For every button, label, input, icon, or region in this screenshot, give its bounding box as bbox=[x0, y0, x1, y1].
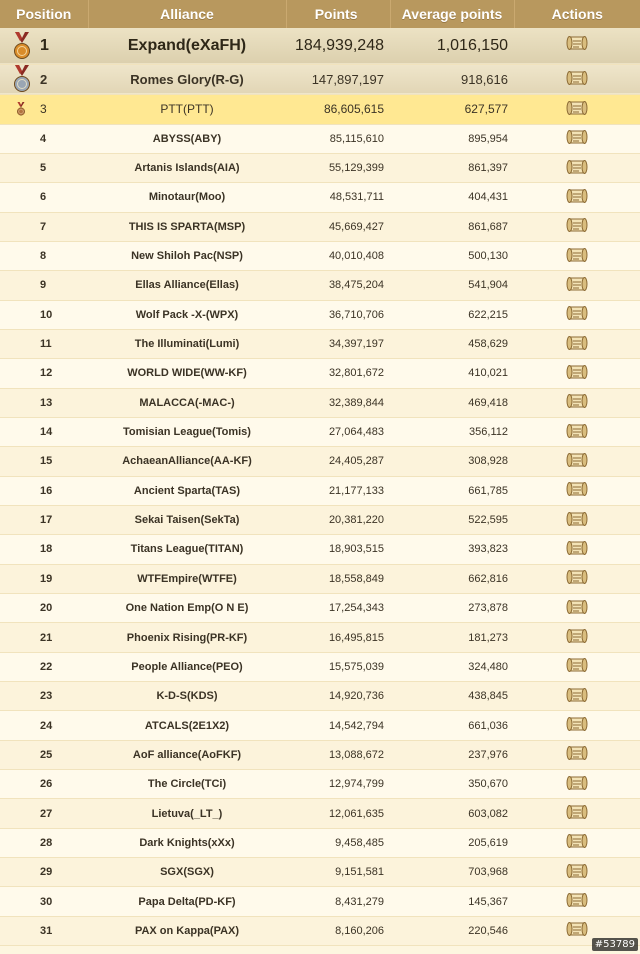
table-row bbox=[0, 212, 640, 241]
position-number: 1 bbox=[40, 36, 49, 54]
row-actions bbox=[514, 124, 640, 153]
row-alliance[interactable]: WTFEmpire(WTFE) bbox=[137, 572, 237, 585]
row-points: 45,669,427 bbox=[328, 220, 384, 233]
row-actions bbox=[514, 505, 640, 534]
position-number: 30 bbox=[40, 895, 53, 908]
row-average-points: 918,616 bbox=[461, 71, 508, 87]
row-average-points: 356,112 bbox=[469, 426, 508, 439]
row-points: 15,575,039 bbox=[328, 660, 384, 673]
row-alliance[interactable]: Tomisian League(Tomis) bbox=[123, 426, 251, 439]
header-average-points[interactable]: Average points bbox=[390, 0, 514, 28]
scroll-message-icon[interactable] bbox=[566, 216, 588, 237]
row-position bbox=[0, 300, 88, 329]
row-actions bbox=[514, 64, 640, 94]
row-position bbox=[0, 359, 88, 388]
row-alliance[interactable]: The Circle(TCi) bbox=[147, 778, 227, 791]
position-number: 4 bbox=[40, 132, 47, 145]
position-number: 22 bbox=[40, 660, 53, 673]
row-average-points: 500,130 bbox=[468, 250, 508, 263]
row-position bbox=[0, 770, 88, 799]
row-position bbox=[0, 28, 88, 64]
row-average-points: 404,431 bbox=[468, 191, 508, 204]
row-alliance[interactable]: Titans League(TITAN) bbox=[130, 543, 244, 556]
table-row bbox=[0, 887, 640, 916]
row-position bbox=[0, 94, 88, 124]
scroll-message-icon[interactable] bbox=[566, 304, 588, 325]
scroll-message-icon[interactable] bbox=[566, 891, 588, 912]
row-position bbox=[0, 740, 88, 769]
row-average-points: 438,845 bbox=[468, 690, 508, 703]
table-header bbox=[0, 0, 640, 28]
position-number: 25 bbox=[40, 748, 53, 761]
table-row bbox=[0, 447, 640, 476]
row-position bbox=[0, 153, 88, 182]
scroll-message-icon[interactable] bbox=[566, 656, 588, 677]
row-actions bbox=[514, 388, 640, 417]
row-alliance[interactable]: Wolf Pack -X-(WPX) bbox=[135, 308, 239, 321]
row-actions bbox=[514, 153, 640, 182]
header-position[interactable]: Position bbox=[0, 0, 88, 28]
position-number: 19 bbox=[40, 572, 53, 585]
row-average-points: 273,878 bbox=[468, 602, 508, 615]
row-alliance[interactable]: Sekai Taisen(SekTa) bbox=[134, 514, 240, 527]
position-number: 29 bbox=[40, 866, 53, 879]
row-alliance[interactable]: Dark Knights(xXx) bbox=[139, 836, 235, 849]
row-actions bbox=[514, 476, 640, 505]
scroll-message-icon[interactable] bbox=[566, 832, 588, 853]
table-row bbox=[0, 535, 640, 564]
table-row bbox=[0, 417, 640, 446]
row-alliance[interactable]: ABYSS(ABY) bbox=[152, 132, 222, 145]
row-position bbox=[0, 623, 88, 652]
row-actions bbox=[514, 564, 640, 593]
row-points: 9,151,581 bbox=[335, 866, 384, 879]
row-position bbox=[0, 828, 88, 857]
row-average-points: 145,367 bbox=[468, 895, 508, 908]
row-position bbox=[0, 271, 88, 300]
position-number: 31 bbox=[40, 924, 53, 937]
row-position bbox=[0, 476, 88, 505]
row-average-points: 861,687 bbox=[468, 220, 508, 233]
table-row bbox=[0, 183, 640, 212]
row-points: 18,558,849 bbox=[328, 572, 384, 585]
scroll-message-icon[interactable] bbox=[566, 598, 588, 619]
row-alliance[interactable]: PTT(PTT) bbox=[160, 102, 214, 116]
position-number: 15 bbox=[40, 455, 53, 468]
row-actions bbox=[514, 212, 640, 241]
row-position bbox=[0, 183, 88, 212]
row-actions bbox=[514, 359, 640, 388]
row-points: 147,897,197 bbox=[311, 71, 384, 87]
row-points: 32,801,672 bbox=[328, 367, 384, 380]
row-average-points: 541,904 bbox=[468, 279, 508, 292]
table-row bbox=[0, 241, 640, 270]
table-row bbox=[0, 505, 640, 534]
scroll-message-icon[interactable] bbox=[566, 539, 588, 560]
position-number: 8 bbox=[40, 250, 47, 263]
position-number: 21 bbox=[40, 631, 53, 644]
scroll-message-icon[interactable] bbox=[566, 34, 588, 57]
row-average-points: 410,021 bbox=[468, 367, 508, 380]
position-number: 10 bbox=[40, 308, 53, 321]
scroll-message-icon[interactable] bbox=[566, 715, 588, 736]
row-actions bbox=[514, 858, 640, 887]
position-number: 23 bbox=[40, 690, 53, 703]
row-actions bbox=[514, 535, 640, 564]
row-position bbox=[0, 64, 88, 94]
scroll-message-icon[interactable] bbox=[566, 480, 588, 501]
row-alliance[interactable]: AoF alliance(AoFKF) bbox=[132, 748, 242, 761]
row-position bbox=[0, 447, 88, 476]
row-position bbox=[0, 388, 88, 417]
row-average-points: 603,082 bbox=[468, 807, 508, 820]
position-number: 6 bbox=[40, 191, 47, 204]
row-alliance[interactable]: MALACCA(-MAC-) bbox=[139, 396, 235, 409]
row-points: 34,397,197 bbox=[328, 338, 384, 351]
scroll-message-icon[interactable] bbox=[566, 392, 588, 413]
row-alliance[interactable]: One Nation Emp(O N E) bbox=[125, 602, 249, 615]
image-watermark: #53789 bbox=[592, 938, 638, 951]
scroll-message-icon[interactable] bbox=[566, 422, 588, 443]
row-points: 8,160,206 bbox=[335, 924, 384, 937]
row-average-points: 458,629 bbox=[468, 338, 508, 351]
table-row bbox=[0, 564, 640, 593]
row-actions bbox=[514, 447, 640, 476]
position-number: 3 bbox=[40, 102, 47, 116]
row-points: 38,475,204 bbox=[328, 279, 384, 292]
scroll-message-icon[interactable] bbox=[566, 803, 588, 824]
row-position bbox=[0, 652, 88, 681]
row-average-points: 662,816 bbox=[468, 572, 508, 585]
table-row bbox=[0, 799, 640, 828]
position-number: 17 bbox=[40, 514, 53, 527]
row-average-points: 661,036 bbox=[468, 719, 508, 732]
table-row bbox=[0, 28, 640, 64]
scroll-message-icon[interactable] bbox=[566, 451, 588, 472]
position-number: 11 bbox=[40, 338, 52, 351]
row-position bbox=[0, 858, 88, 887]
row-actions bbox=[514, 623, 640, 652]
row-position bbox=[0, 564, 88, 593]
header-alliance[interactable]: Alliance bbox=[88, 0, 286, 28]
row-points: 17,254,343 bbox=[328, 602, 384, 615]
row-actions bbox=[514, 594, 640, 623]
scroll-message-icon[interactable] bbox=[566, 774, 588, 795]
row-position bbox=[0, 887, 88, 916]
row-average-points: 350,670 bbox=[468, 778, 508, 791]
row-points: 21,177,133 bbox=[328, 484, 384, 497]
position-number: 5 bbox=[40, 162, 47, 175]
header-row bbox=[0, 0, 640, 28]
position-number: 16 bbox=[40, 484, 53, 497]
row-position bbox=[0, 241, 88, 270]
row-average-points: 622,215 bbox=[468, 308, 508, 321]
scroll-message-icon[interactable] bbox=[566, 187, 588, 208]
table-row bbox=[0, 476, 640, 505]
row-average-points: 181,273 bbox=[468, 631, 508, 644]
row-average-points: 661,785 bbox=[468, 484, 508, 497]
row-alliance[interactable]: Expand(eXaFH) bbox=[127, 36, 247, 54]
row-alliance[interactable]: The Illuminati(Lumi) bbox=[134, 338, 240, 351]
row-actions bbox=[514, 887, 640, 916]
row-average-points: 861,397 bbox=[468, 162, 508, 175]
row-alliance[interactable]: Phoenix Rising(PR-KF) bbox=[126, 631, 248, 644]
row-alliance[interactable]: K-D-S(KDS) bbox=[156, 690, 218, 703]
table-row bbox=[0, 828, 640, 857]
scroll-message-icon[interactable] bbox=[566, 686, 588, 707]
position-number: 12 bbox=[40, 367, 53, 380]
row-average-points: 237,976 bbox=[468, 748, 508, 761]
row-average-points: 469,418 bbox=[468, 396, 508, 409]
table-row bbox=[0, 300, 640, 329]
row-actions bbox=[514, 271, 640, 300]
table-row bbox=[0, 711, 640, 740]
scroll-message-icon[interactable] bbox=[566, 334, 588, 355]
position-number: 26 bbox=[40, 778, 53, 791]
row-points: 12,974,799 bbox=[328, 778, 384, 791]
row-average-points: 895,954 bbox=[468, 132, 508, 145]
position-number: 20 bbox=[40, 602, 53, 615]
scroll-message-icon[interactable] bbox=[566, 275, 588, 296]
row-points: 40,010,408 bbox=[328, 250, 384, 263]
row-position bbox=[0, 711, 88, 740]
table-row bbox=[0, 623, 640, 652]
scroll-message-icon[interactable] bbox=[566, 69, 588, 90]
row-position bbox=[0, 799, 88, 828]
row-alliance[interactable]: ATCALS(2E1X2) bbox=[144, 719, 230, 732]
row-actions bbox=[514, 682, 640, 711]
table-row bbox=[0, 770, 640, 799]
row-points: 18,903,515 bbox=[328, 543, 384, 556]
row-actions bbox=[514, 183, 640, 212]
position-number: 24 bbox=[40, 719, 53, 732]
row-actions bbox=[514, 329, 640, 358]
table-row bbox=[0, 388, 640, 417]
row-points: 24,405,287 bbox=[328, 455, 384, 468]
row-position bbox=[0, 594, 88, 623]
position-number: 13 bbox=[40, 396, 53, 409]
row-alliance[interactable]: Lietuva(_LT_) bbox=[151, 807, 223, 820]
scroll-message-icon[interactable] bbox=[566, 568, 588, 589]
row-points: 14,920,736 bbox=[328, 690, 384, 703]
row-actions bbox=[514, 711, 640, 740]
row-average-points: 308,928 bbox=[468, 455, 508, 468]
table-row bbox=[0, 682, 640, 711]
position-number: 2 bbox=[40, 71, 48, 87]
position-number: 14 bbox=[40, 426, 53, 439]
row-points: 9,458,485 bbox=[335, 836, 384, 849]
row-alliance[interactable]: Romes Glory(R-G) bbox=[130, 71, 244, 87]
row-alliance[interactable]: New Shiloh Pac(NSP) bbox=[131, 250, 243, 263]
row-position bbox=[0, 682, 88, 711]
row-alliance[interactable]: THIS IS SPARTA(MSP) bbox=[128, 220, 246, 233]
table-row bbox=[0, 359, 640, 388]
row-points: 27,064,483 bbox=[328, 426, 384, 439]
scroll-message-icon[interactable] bbox=[566, 246, 588, 267]
scroll-message-icon[interactable] bbox=[566, 363, 588, 384]
scroll-message-icon[interactable] bbox=[566, 99, 588, 120]
row-actions bbox=[514, 652, 640, 681]
row-alliance[interactable]: People Alliance(PEO) bbox=[131, 660, 243, 673]
row-actions bbox=[514, 28, 640, 64]
position-number: 27 bbox=[40, 807, 53, 820]
table-row bbox=[0, 594, 640, 623]
row-points: 8,431,279 bbox=[335, 895, 384, 908]
scroll-message-icon[interactable] bbox=[566, 920, 588, 941]
row-points: 32,389,844 bbox=[328, 396, 384, 409]
row-actions bbox=[514, 94, 640, 124]
table-row bbox=[0, 329, 640, 358]
scroll-message-icon[interactable] bbox=[566, 862, 588, 883]
row-points: 13,088,672 bbox=[328, 748, 384, 761]
table-row bbox=[0, 124, 640, 153]
row-points: 48,531,711 bbox=[329, 191, 384, 204]
table-row bbox=[0, 94, 640, 124]
row-average-points: 1,016,150 bbox=[436, 36, 508, 54]
row-alliance[interactable]: WORLD WIDE(WW-KF) bbox=[127, 367, 247, 380]
table-row bbox=[0, 652, 640, 681]
row-points: 16,495,815 bbox=[328, 631, 384, 644]
row-actions bbox=[514, 828, 640, 857]
row-actions bbox=[514, 417, 640, 446]
row-points: 36,710,706 bbox=[328, 308, 384, 321]
row-alliance[interactable]: SGX(SGX) bbox=[160, 866, 214, 879]
scroll-message-icon[interactable] bbox=[566, 627, 588, 648]
row-average-points: 324,480 bbox=[468, 660, 508, 673]
row-position bbox=[0, 329, 88, 358]
row-position bbox=[0, 417, 88, 446]
row-average-points: 220,546 bbox=[468, 924, 508, 937]
row-points: 86,605,615 bbox=[323, 102, 384, 116]
table-row bbox=[0, 271, 640, 300]
row-points: 85,115,610 bbox=[329, 132, 384, 145]
scroll-message-icon[interactable] bbox=[566, 510, 588, 531]
row-position bbox=[0, 505, 88, 534]
table-row bbox=[0, 740, 640, 769]
table-body bbox=[0, 28, 640, 946]
row-points: 20,381,220 bbox=[328, 514, 384, 527]
row-alliance[interactable]: Ellas Alliance(Ellas) bbox=[135, 279, 239, 292]
row-actions bbox=[514, 799, 640, 828]
row-actions bbox=[514, 300, 640, 329]
row-alliance[interactable]: Artanis Islands(AIA) bbox=[134, 162, 240, 175]
scroll-message-icon[interactable] bbox=[566, 128, 588, 149]
row-average-points: 703,968 bbox=[468, 866, 508, 879]
row-alliance[interactable]: Ancient Sparta(TAS) bbox=[133, 484, 241, 497]
scroll-message-icon[interactable] bbox=[566, 158, 588, 179]
header-points[interactable]: Points bbox=[286, 0, 390, 28]
row-average-points: 393,823 bbox=[468, 543, 508, 556]
row-actions bbox=[514, 740, 640, 769]
position-number: 7 bbox=[40, 220, 47, 233]
table-row bbox=[0, 64, 640, 94]
row-alliance[interactable]: PAX on Kappa(PAX) bbox=[134, 924, 240, 937]
row-points: 184,939,248 bbox=[295, 36, 384, 54]
position-number: 28 bbox=[40, 836, 53, 849]
row-position bbox=[0, 212, 88, 241]
row-average-points: 627,577 bbox=[464, 102, 508, 116]
row-alliance[interactable]: Papa Delta(PD-KF) bbox=[138, 895, 236, 908]
row-position bbox=[0, 124, 88, 153]
header-actions: Actions bbox=[551, 6, 603, 22]
row-alliance[interactable]: Minotaur(Moo) bbox=[148, 191, 226, 204]
row-actions bbox=[514, 241, 640, 270]
row-points: 12,061,635 bbox=[328, 807, 384, 820]
table-row bbox=[0, 153, 640, 182]
row-alliance[interactable]: AchaeanAlliance(AA-KF) bbox=[122, 455, 252, 468]
table-row bbox=[0, 858, 640, 887]
position-number: 18 bbox=[40, 543, 53, 556]
table-row bbox=[0, 916, 640, 945]
position-number: 9 bbox=[40, 279, 47, 292]
row-actions bbox=[514, 770, 640, 799]
row-position bbox=[0, 916, 88, 945]
row-points: 55,129,399 bbox=[328, 162, 384, 175]
row-average-points: 205,619 bbox=[468, 836, 508, 849]
row-average-points: 522,595 bbox=[468, 514, 508, 527]
row-points: 14,542,794 bbox=[328, 719, 384, 732]
row-position bbox=[0, 535, 88, 564]
scroll-message-icon[interactable] bbox=[566, 744, 588, 765]
